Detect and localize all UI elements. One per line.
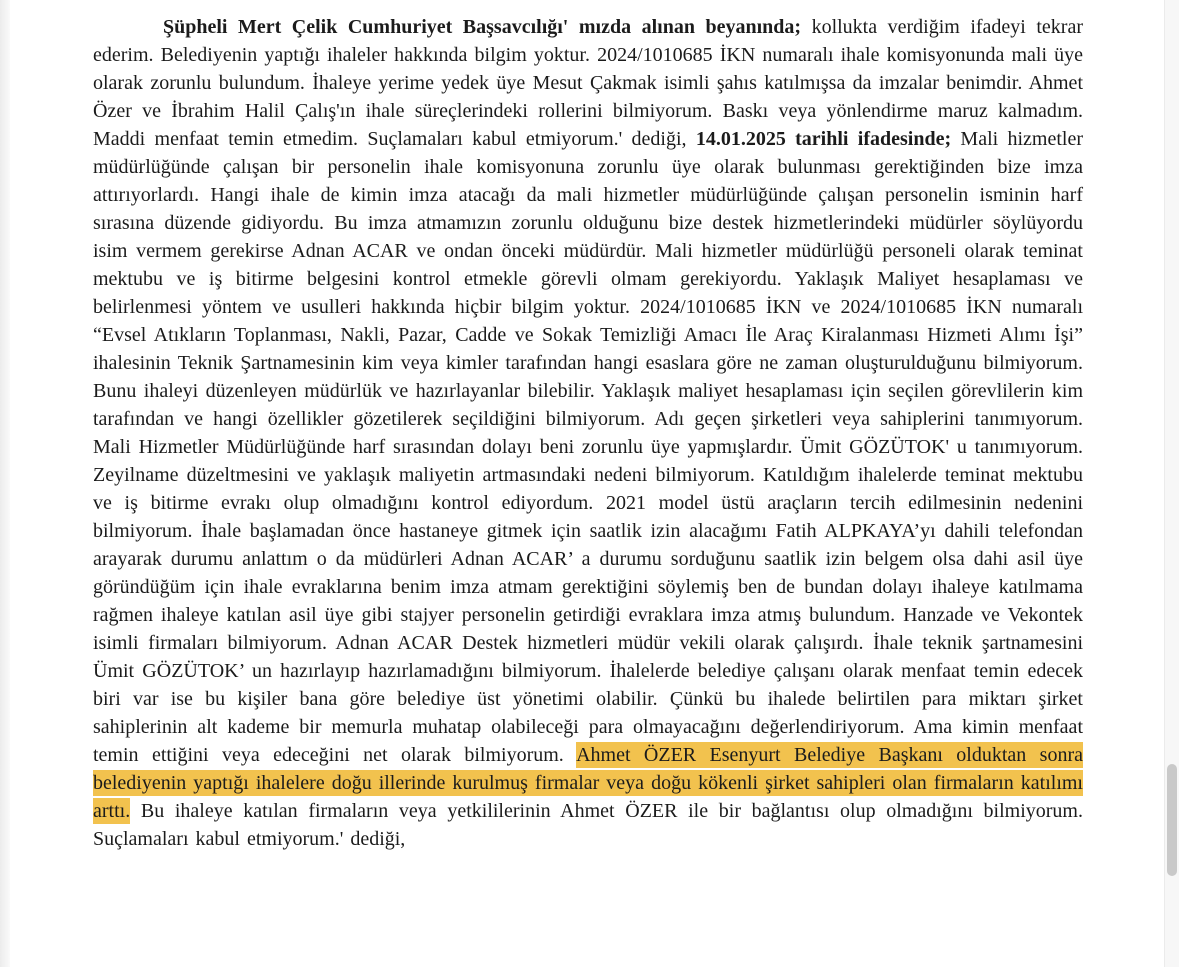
- page-left-edge: [0, 0, 10, 967]
- statement-heading-bold: Şüpheli Mert Çelik Cumhuriyet Başsavcılığı' mızda alınan beyanında;: [163, 16, 812, 38]
- testimony-paragraph: [93, 0, 1083, 853]
- statement-body-2: Mali hizmetler müdürlüğünde çalışan bir personelin ihale komisyonuna zorunlu üye olarak bulunması gerektiğinden bize imza attırıyorlardı. Hangi ihale de kimin imza atacağı da mali hizmetler müdürlüğünde çalışan personelin isminin harf sırasına düzende gidiyordu. Bu imza atmamızın zorunlu olduğunu bize destek hizmetlerindeki müdürler söylüyordu isim vermem gerekirse Adnan ACAR ve ondan önceki müdürdür. Mali hizmetler müdürlüğü personeli olarak teminat mektubu ve iş bitirme belgesini kontrol etmekle görevli olmam gerekiyordu. Yaklaşık Maliyet hesaplaması ve belirlenmesi yöntem ve usulleri hakkında hiçbir bilgim yoktur. 2024/1010685 İKN ve 2024/1010685 İKN numaralı “Evsel Atıkların Toplanması, Nakli, Pazar, Cadde ve Sokak Temizliği Amacı İle Araç Kiralanması Hizmeti Alımı İşi” ihalesinin Teknik Şartnamesinin kim veya kimler tarafından hangi esaslara göre ne zaman oluşturulduğunu bilmiyorum. Bunu ihaleyi düzenleyen müdürlük ve hazırlayanlar bilebilir. Yaklaşık maliyet hesaplaması için seçilen görevlilerin kim tarafından ve hangi özellikler gözetilerek seçildiğini bilmiyorum. Adı geçen şirketleri veya sahiplerini tanımıyorum. Mali Hizmetler Müdürlüğünde harf sırasından dolayı beni zorunlu üye yapmışlardır. Ümit GÖZÜTOK' u tanımıyorum. Zeyilname düzeltmesini ve yaklaşık maliyetin artmasındaki nedeni bilmiyorum. Katıldığım ihalelerde teminat mektubu ve iş bitirme evrakı olup olmadığını kontrol ediyordum. 2021 model üstü araçların tercih edilmesinin nedenini bilmiyorum. İhale başlamadan önce hastaneye gitmek için saatlik izin alacağımı Fatih ALPKAYA’yı dahili telefondan arayarak durumu anlattım o da müdürleri Adnan ACAR’ a durumu sorduğunu saatlik izin belgem olsa dahi asil üye göründüğüm için ihale evraklarına benim imza atmam gerektiğini söylemiş ben de bundan dolayı ihaleye katılmama rağmen ihaleye katılan asil üye gibi stajyer personelin getirdiği evraklara imza atmış bulundum. Hanzade ve Vekontek isimli firmaları bilmiyorum. Adnan ACAR Destek hizmetleri müdür vekili olarak çalışırdı. İhale teknik şartnamesini Ümit GÖZÜTOK’ un hazırlayıp hazırlamadığını bilmiyorum. İhalelerde belediye çalışanı olarak menfaat temin edecek biri var ise bu kişiler bana göre belediye üst yönetimi olabilir. Çünkü bu ihalede belirtilen para miktarı şirket sahiplerinin alt kademe bir memurla muhatap olabileceği para olmayacağını değerlendiriyorum. Ama kimin menfaat temin ettiğini veya edeceğini net olarak bilmiyorum.: [93, 128, 1083, 766]
- statement-body-3: Bu ihaleye katılan firmaların veya yetkililerinin Ahmet ÖZER ile bir bağlantısı olup olmadığını bilmiyorum. Suçlamaları kabul etmiyorum.' dediği,: [93, 800, 1083, 850]
- highlighted-passage: Ahmet ÖZER Esenyurt Belediye Başkanı olduktan sonra belediyenin yaptığı ihalelere doğu illerinde kurulmuş firmalar veya doğu kökenli şirket sahipleri olan firmaların katılımı arttı.: [93, 744, 1084, 822]
- statement-body-1: kollukta verdiğim ifadeyi tekrar ederim. Belediyenin yaptığı ihaleler hakkında bilgim yoktur. 2024/1010685 İKN numaralı ihale komisyonunda mali üye olarak zorunlu bulundum. İhaleye yerime yedek üye Mesut Çakmak isimli şahıs katılmışsa da imzalar benimdir. Ahmet Özer ve İbrahim Halil Çalış'ın ihale süreçlerindeki rollerini bilmiyorum. Baskı veya yönlendirme maruz kalmadım. Maddi menfaat temin etmedim. Suçlamaları kabul etmiyorum.' dediği,: [93, 16, 1083, 150]
- statement-date-bold: 14.01.2025 tarihli ifadesinde;: [695, 128, 952, 150]
- scrollbar-thumb[interactable]: [1167, 764, 1177, 876]
- scrollbar-track[interactable]: [1164, 0, 1179, 967]
- document-page: [10, 0, 1165, 967]
